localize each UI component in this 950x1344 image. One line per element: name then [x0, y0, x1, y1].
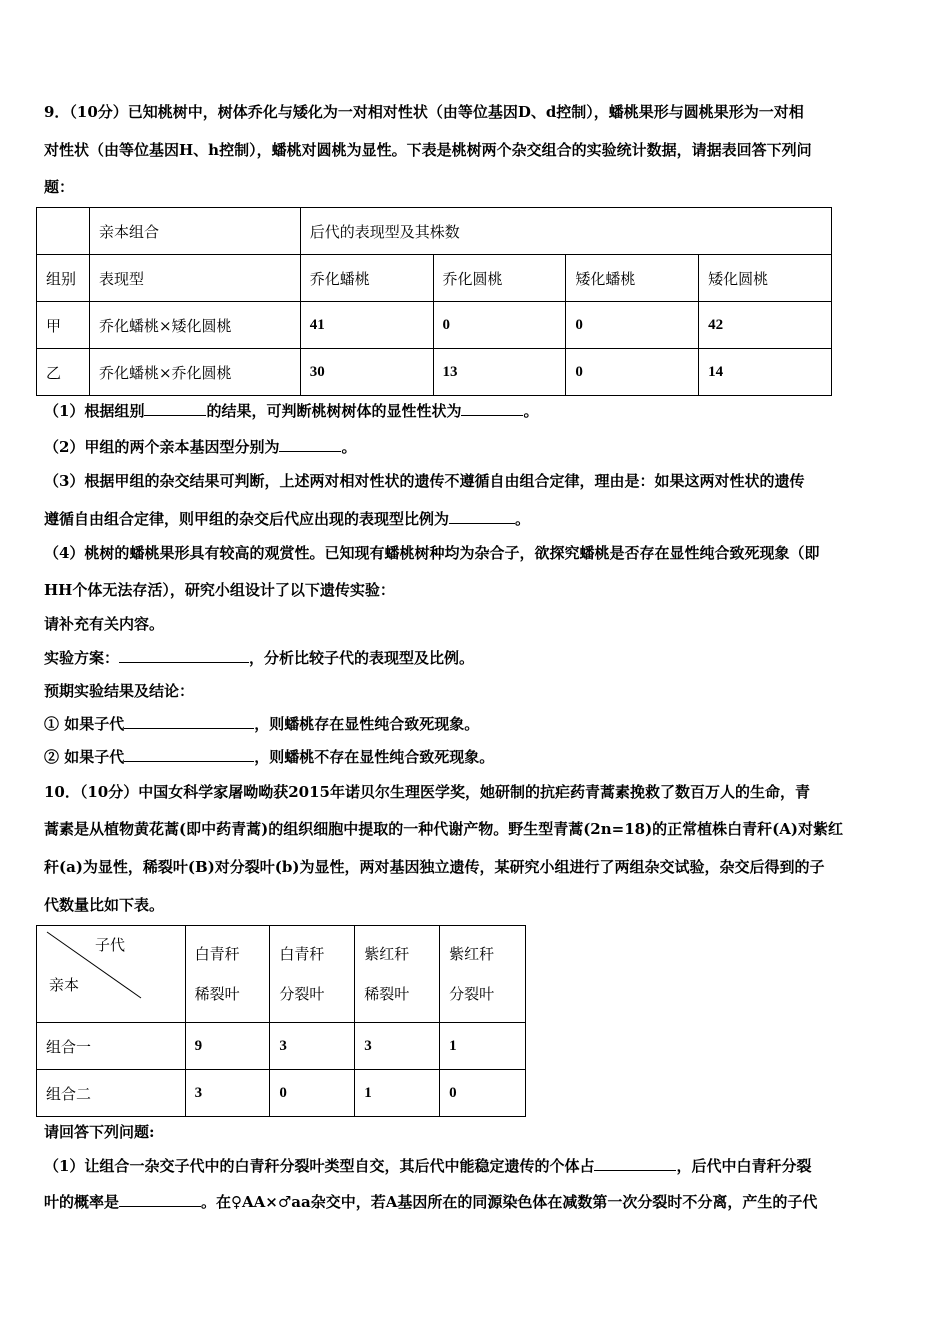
table-row [37, 1070, 526, 1117]
col-label: 紫红秆 [364, 945, 410, 963]
answer-blank[interactable] [119, 1192, 201, 1207]
q9-part3-line2 [44, 509, 530, 529]
table-cell: 组别 [37, 255, 90, 302]
q9-part4-line3: 请补充有关内容。 [44, 615, 165, 633]
q9-table-header2 [37, 255, 832, 302]
q9-part4-line1: （4）桃树的蟠桃果形具有较高的观赏性。已知现有蟠桃树种均为杂合子，欲探究蟠桃是否存在显性纯合致死现象（即 [44, 544, 820, 562]
q10-line3: 秆(a)为显性，稀裂叶(B)对分裂叶(b)为显性，两对基因独立遗传，某研究小组进行了两组杂交试验，杂交后得到的子 [44, 858, 825, 876]
answer-blank[interactable] [124, 714, 254, 729]
answer-blank[interactable] [594, 1156, 676, 1171]
q9-result2 [44, 747, 494, 767]
table-row [37, 302, 832, 349]
table-row [37, 349, 832, 396]
q10-part1-line1 [44, 1156, 811, 1176]
table-cell: 0 [270, 1070, 355, 1117]
table-cell: 组合一 [37, 1023, 186, 1070]
table-cell [270, 926, 355, 1023]
col-label: 紫红秆 [449, 945, 495, 963]
q9-expect: 预期实验结果及结论： [44, 682, 195, 700]
table-cell: 42 [699, 302, 832, 349]
table-cell: 13 [433, 349, 566, 396]
q10-line1: 10．（10分）中国女科学家屠呦呦获2015年诺贝尔生理医学奖，她研制的抗疟药青蒿素挽救了数百万人的生命，青 [44, 783, 811, 801]
q9-result-text: ① 如果子代 [44, 715, 125, 733]
table-cell: 甲 [37, 302, 90, 349]
q9-part3-text: 。 [515, 510, 531, 528]
table-cell: 3 [355, 1023, 440, 1070]
q10-ask: 请回答下列问题: [44, 1123, 155, 1141]
table-cell [355, 926, 440, 1023]
table-cell: 乔化蟠桃×矮化圆桃 [89, 302, 300, 349]
q9-part1-text: 的结果，可判断桃树树体的显性性状为 [206, 402, 462, 420]
q9-line2: 对性状（由等位基因H、h控制），蟠桃对圆桃为显性。下表是桃树两个杂交组合的实验统计数据，请据表回答下列问 [44, 141, 812, 159]
q9-part1 [44, 401, 538, 421]
q9-part1-text: （1）根据组别 [44, 402, 145, 420]
corner-label-bottom: 亲本 [49, 976, 80, 994]
q10-part1-text: （1）让组合一杂交子代中的白青秆分裂叶类型自交，其后代中能稳定遗传的个体占 [44, 1157, 595, 1175]
answer-blank[interactable] [144, 401, 206, 416]
table-cell: 14 [699, 349, 832, 396]
table-row [37, 1023, 526, 1070]
q9-result1 [44, 714, 479, 734]
q9-result-text: ，则蟠桃存在显性纯合致死现象。 [254, 715, 480, 733]
q9-part2-text: 。 [341, 438, 357, 456]
table-cell: 组合二 [37, 1070, 186, 1117]
table-cell: 矮化蟠桃 [566, 255, 699, 302]
col-label: 稀裂叶 [364, 985, 410, 1003]
q9-line3: 题： [44, 178, 75, 196]
answer-blank[interactable] [124, 747, 254, 762]
table-cell: 乔化圆桃 [433, 255, 566, 302]
table-cell: 3 [185, 1070, 270, 1117]
q9-plan-text: ，分析比较子代的表现型及比例。 [249, 649, 475, 667]
table-cell: 乔化蟠桃×乔化圆桃 [89, 349, 300, 396]
col-label: 分裂叶 [279, 985, 325, 1003]
table-cell: 9 [185, 1023, 270, 1070]
q9-part2-text: （2）甲组的两个亲本基因型分别为 [44, 438, 280, 456]
q9-part3-line1: （3）根据甲组的杂交结果可判断，上述两对相对性状的遗传不遵循自由组合定律，理由是：如果这两对性状的遗传 [44, 472, 805, 490]
q9-part4-line2: HH个体无法存活），研究小组设计了以下遗传实验： [44, 581, 395, 599]
table-cell [440, 926, 526, 1023]
answer-blank[interactable] [119, 648, 249, 663]
q10-part1-text: 叶的概率是 [44, 1193, 120, 1211]
answer-blank[interactable] [449, 509, 515, 524]
answer-blank[interactable] [461, 401, 523, 416]
table-cell: 1 [355, 1070, 440, 1117]
table-cell: 矮化圆桃 [699, 255, 832, 302]
q10-part1-line2 [44, 1192, 817, 1212]
q9-plan-text: 实验方案： [44, 649, 120, 667]
table-cell: 乙 [37, 349, 90, 396]
q9-result-text: ② 如果子代 [44, 748, 125, 766]
table-cell: 3 [270, 1023, 355, 1070]
col-label: 白青秆 [194, 945, 240, 963]
table-cell: 后代的表现型及其株数 [300, 208, 831, 255]
q10-line2: 蒿素是从植物黄花蒿(即中药青蒿)的组织细胞中提取的一种代谢产物。野生型青蒿(2n=18)的正常植株白青秆(A)对紫红 [44, 820, 844, 838]
q10-line4: 代数量比如下表。 [44, 896, 165, 914]
table-cell: 0 [440, 1070, 526, 1117]
q10-table-header [37, 926, 526, 1023]
q10-part1-text: ，后代中白青秆分裂 [676, 1157, 812, 1175]
q9-table-header1 [37, 208, 832, 255]
answer-blank[interactable] [279, 437, 341, 452]
q10-table [36, 925, 526, 1117]
table-cell: 0 [566, 349, 699, 396]
q9-result-text: ，则蟠桃不存在显性纯合致死现象。 [254, 748, 495, 766]
table-cell: 1 [440, 1023, 526, 1070]
q9-part2 [44, 437, 356, 457]
table-cell: 41 [300, 302, 433, 349]
q9-line1: 9．（10分）已知桃树中，树体乔化与矮化为一对相对性状（由等位基因D、d控制），蟠桃果形与圆桃果形为一对相 [44, 103, 804, 121]
col-label: 稀裂叶 [194, 985, 240, 1003]
table-cell: 表现型 [89, 255, 300, 302]
table-cell: 0 [566, 302, 699, 349]
corner-label-top: 子代 [95, 936, 126, 954]
col-label: 白青秆 [279, 945, 325, 963]
table-cell: 亲本组合 [89, 208, 300, 255]
table-cell: 30 [300, 349, 433, 396]
table-cell: 0 [433, 302, 566, 349]
diagonal-header-cell [37, 926, 186, 1023]
table-cell [37, 208, 90, 255]
col-label: 分裂叶 [449, 985, 495, 1003]
q9-plan [44, 648, 474, 668]
q10-part1-text: 。在♀AA×♂aa杂交中，若A基因所在的同源染色体在减数第一次分裂时不分离，产生的子代 [201, 1193, 818, 1211]
q9-table [36, 207, 832, 396]
q9-part3-text: 遵循自由组合定律，则甲组的杂交后代应出现的表现型比例为 [44, 510, 450, 528]
table-cell: 乔化蟠桃 [300, 255, 433, 302]
table-cell [185, 926, 270, 1023]
q9-part1-text: 。 [523, 402, 539, 420]
